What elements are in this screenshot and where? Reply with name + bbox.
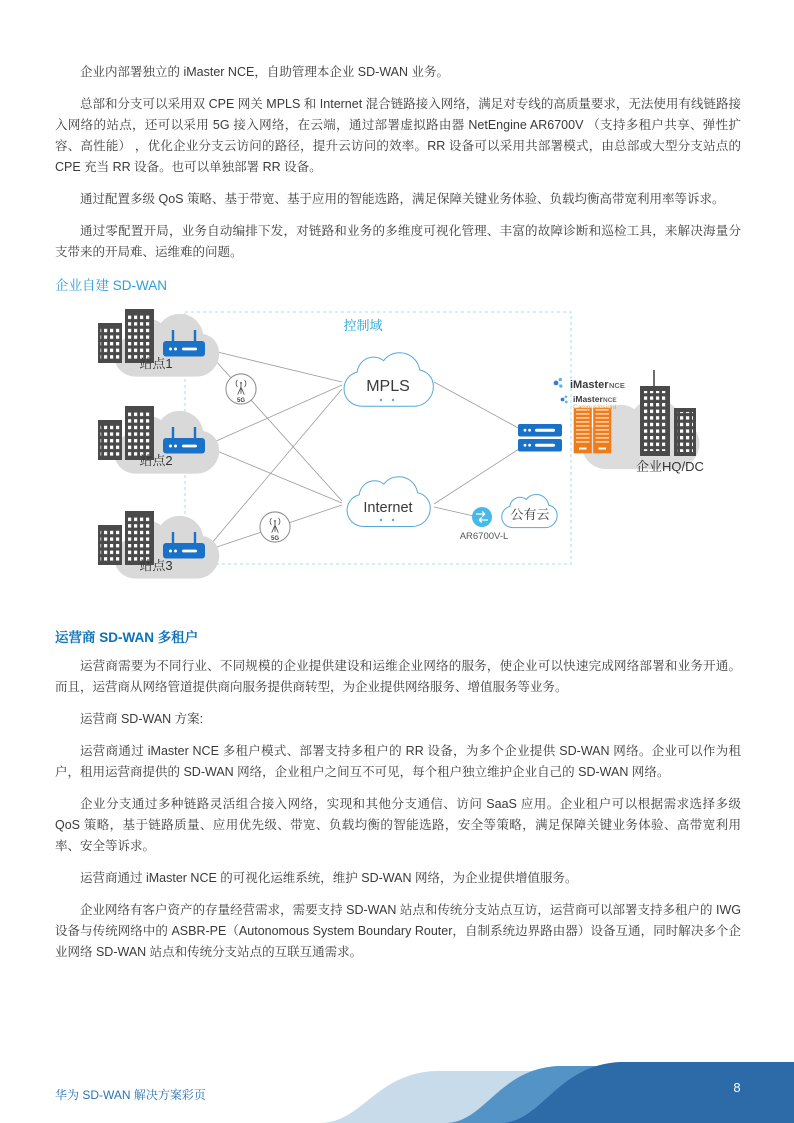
logo-sub: CampusInsight: [573, 404, 617, 411]
five-g-label: 5G: [270, 536, 280, 542]
five-g-icon: [226, 374, 256, 404]
server-rack-icon: [574, 408, 592, 453]
link-site2-internet: [205, 446, 342, 503]
site2-group: [98, 406, 219, 474]
link-mpls-rr: [434, 382, 522, 430]
molecule-icon: [561, 395, 568, 403]
rr-hub-icon: [518, 424, 562, 452]
logo-brand: iMaster: [570, 379, 609, 391]
site1-group: [98, 309, 219, 377]
mpls-label: MPLS: [366, 378, 410, 395]
link-site1-mpls: [205, 349, 342, 382]
hq-building-icon: [640, 370, 696, 456]
topology-svg: [82, 302, 712, 604]
dot: [380, 519, 382, 521]
site2-label: 站点2: [139, 453, 173, 468]
public-cloud-group: [460, 494, 557, 542]
paragraph: 总部和分支可以采用双 CPE 网关 MPLS 和 Internet 混合链路接入网络，满足对专线的高质量要求，无法使用有线链路接入网络的站点，还可以采用 5G 接入网络，在云端，通过部署虚拟路由器 NetEngine AR6700V （支持多租户共享、弹性扩容、高性能） ，优化企业分支云访问的路径，提升云访问的效率。RR 设备可以采用共部署模式，由总部或大型分支站点的 CPE 充当 RR 设备。也可以单独部署 RR 设备。: [55, 97, 741, 174]
public-cloud-label: 公有云: [510, 507, 550, 522]
site3-label: 站点3: [139, 558, 173, 573]
paragraph: 运营商 SD-WAN 方案:: [80, 712, 204, 726]
paragraph: 企业网络有客户资产的存量经营需求，需要支持 SD-WAN 站点和传统分支站点互访，运营商可以部署支持多租户的 IWG 设备与传统网络中的 ASBR-PE（Autonomous System Boundary Router，自制系统边界路由器）设备互通，同时解决多个企业网络 SD-WAN 站点和传统分支站点的互联互通需求。: [55, 903, 741, 959]
page-number: 8: [733, 1080, 741, 1095]
paragraph: 企业内部署独立的 iMaster NCE，自助管理本企业 SD-WAN 业务。: [80, 65, 449, 79]
server-rack-icon: [594, 408, 612, 453]
control-domain-label: 控制域: [343, 318, 383, 333]
logo-suffix: NCE: [603, 397, 617, 404]
internet-label: Internet: [363, 500, 413, 516]
building-icon: [98, 406, 154, 460]
link-site2-mpls: [205, 385, 342, 446]
section-heading-enterprise-sdwan: 企业自建 SD-WAN: [55, 278, 167, 293]
five-g-icon: [260, 512, 290, 542]
site3-group: [98, 511, 219, 579]
logo-brand: iMaster: [573, 394, 603, 404]
link-site1-internet: [205, 349, 342, 501]
internet-cloud: [347, 477, 430, 527]
section-heading-carrier-sdwan: 运营商 SD-WAN 多租户: [55, 630, 199, 645]
imaster-nce-campusinsight-logo: [561, 394, 618, 411]
five-g-label: 5G: [236, 398, 246, 404]
paragraph: 运营商通过 iMaster NCE 的可视化运维系统，维护 SD-WAN 网络，为企业提供增值服务。: [80, 871, 578, 885]
dot: [380, 399, 382, 401]
link-internet-ar: [434, 507, 478, 517]
page-content: [55, 62, 741, 974]
dot: [392, 519, 394, 521]
building-icon: [98, 309, 154, 363]
paragraph: 企业分支通过多种链路灵活组合接入网络，实现和其他分支通信、访问 SaaS 应用。企业租户可以根据需求选择多级 QoS 策略，基于链路质量、应用优先级、带宽、负载均衡的智能选路，安全等策略，满足保障关键业务体验、高带宽利用率、安全等诉求。: [55, 797, 741, 853]
hq-label: 企业HQ/DC: [636, 459, 704, 474]
mpls-cloud: [344, 353, 433, 407]
ar-router-icon: [472, 507, 492, 527]
dot: [392, 399, 394, 401]
logo-suffix: NCE: [609, 381, 625, 390]
paragraph: 运营商通过 iMaster NCE 多租户模式、部署支持多租户的 RR 设备，为多个企业提供 SD-WAN 网络。企业可以作为租户，租用运营商提供的 SD-WAN 网络，企业租户之间互不可见，每个租户独立维护企业自己的 SD-WAN 网络。: [55, 744, 741, 779]
hq-dc-group: [518, 370, 704, 474]
footer-doc-title: 华为 SD-WAN 解决方案彩页: [55, 1088, 206, 1102]
paragraph: 通过零配置开局，业务自动编排下发，对链路和业务的多维度可视化管理、丰富的故障诊断和巡检工具，来解决海量分支带来的开局难、运维难的问题。: [55, 224, 741, 259]
molecule-icon: [554, 378, 563, 388]
paragraph: 通过配置多级 QoS 策略、基于带宽、基于应用的智能选路，满足保障关键业务体验、负载均衡高带宽利用率等诉求。: [80, 192, 725, 206]
paragraph: 运营商需要为不同行业、不同规模的企业提供建设和运维企业网络的服务，使企业可以快速完成网络部署和业务开通。而且，运营商从网络管道提供商向服务提供商转型，为企业提供网络服务、增值服务等业务。: [55, 659, 741, 694]
site1-label: 站点1: [139, 356, 173, 371]
building-icon: [98, 511, 154, 565]
network-topology-diagram: [55, 302, 741, 604]
imaster-nce-logo: [554, 378, 625, 391]
link-internet-rr: [434, 447, 522, 504]
ar-router-label: AR6700V-L: [459, 531, 509, 542]
